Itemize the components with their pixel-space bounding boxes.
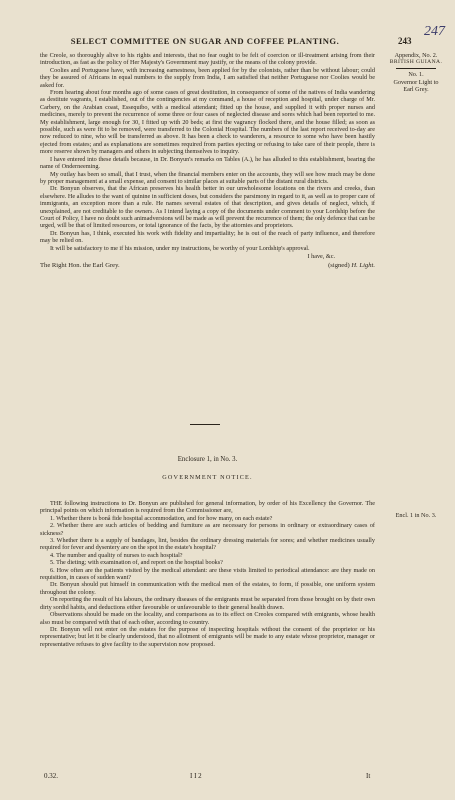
notice-question: 3. Whether there is a supply of bandages, lint, besides the ordinary dressing materials for sores; and whether medicines usually required for fever and dysentery are on the spot in the estate's hospital?: [40, 537, 375, 552]
margin-appendix-label: Appendix, No. 2.: [394, 52, 438, 59]
letter-paragraph: the Creole, so thoroughly alive to his rights and interests, that no fear ought to be felt of coercion or ill-treatment arising from their introduction, as fast as the policy of Her Majesty's Government may justify, or the means of the colony provide.: [40, 52, 375, 67]
notice-intro: THE following instructions to Dr. Bonyun are published for general information, by order of his Excellency the Governor. The principal points on which information is required from the Commissioner are,: [40, 500, 375, 515]
notice-paragraph: Dr. Bonyun will not enter on the estates for the purpose of inspecting hospitals without the consent of the proprietor or his representative; but let it be clearly understood, that no allotment of emigrants will be made to any estate whose proprietor, manager or representative refuses to give facility to the supervision now proposed.: [40, 625, 375, 648]
enclosure-subtitle: GOVERNMENT NOTICE.: [162, 474, 253, 481]
signed-label: (signed): [328, 262, 350, 270]
signature-block: [328, 262, 375, 269]
margin-note-enclosure: Encl. 1 in No. 3.: [395, 512, 437, 519]
notice-body: [40, 500, 375, 648]
signature-name: H. Light.: [351, 262, 375, 270]
notice-question: 5. The dieting; with examination of, and report on the hospital books?: [50, 559, 223, 567]
enclosure-title: Enclosure 1, in No. 3.: [177, 456, 238, 463]
notice-paragraph: Dr. Bonyun should put himself in communication with the medical men of the estates, to form, if possible, one uniform system throughout the colony.: [40, 581, 375, 596]
letter-paragraph: Dr. Bonyun has, I think, executed his work with fidelity and impartiality; he is out of the reach of party influence, and therefore may be relied on.: [40, 229, 375, 245]
page-header-title: SELECT COMMITTEE ON SUGAR AND COFFEE PLANTING.: [70, 36, 340, 46]
letter-paragraph: It will be satisfactory to me if his mission, under my instructions, be worthy of your Lordship's approval.: [50, 244, 310, 252]
letter-closing: I have, &c.: [307, 252, 335, 260]
margin-to-label: Earl Grey.: [403, 85, 429, 93]
letter-paragraph: I have entered into these details because, in Dr. Bonyun's remarks on Tables (A.), he has alluded to this establishment, bearing the name of Onderneeming.: [40, 155, 375, 171]
notice-paragraph: Observations should be made on the locality, and comparisons as to its effect on Creoles compared with emigrants, whose health also must be compared with that of each other, according to country.: [40, 611, 375, 626]
letter-body: [40, 52, 375, 270]
letter-paragraph: Dr. Bonyun observes, that the African preserves his health better in our unwholesome locations on the rivers and creeks, than elsewhere. He alludes to the want of quinine in sufficient doses, but considers the parsimony in regard to it, as well as to proper care of immigrants, an exception more than a rule. He names several estates of that description, and gives details of neglect, which, if unexplained, are not creditable to the owners. As I intend laying a copy of the documents under comment to your Lordship before the Court of Policy, I have no doubt such animadversions will be made as will prevent the recurrence of them; the only defence that can be urged, will be that of limited resources, or total ignorance of the facts, by the attornies and proprietors.: [40, 185, 375, 230]
notice-question: 1. Whether there is bonâ fide hospital accommodation, and for how many, on each estate?: [50, 514, 273, 522]
page-number: 243: [398, 36, 412, 46]
signature-row: [40, 262, 375, 269]
letter-addressee: The Right Hon. the Earl Grey.: [40, 262, 120, 270]
margin-number-label: No. 1.: [408, 71, 424, 79]
margin-note-appendix: [380, 52, 452, 93]
margin-from-label: Governor Light to: [393, 78, 439, 86]
notice-question: 6. How often are the patients visited by the medical attendant: are these visits limited to periodical attendance: are they made on requisition, in cases of sudden want?: [40, 566, 375, 582]
footer-catchword: It: [366, 772, 371, 780]
letter-paragraph: From hearing about four months ago of some cases of great destitution, in consequence of some of the natives of India wandering as destitute vagrants, I established, out of the contingencies at my command, a house of reception and hospital, under charge of Mr. Carbery, on the Arabian coast, Essequibo, with a medical attendant; fitted up the house, and supplied it with proper nurses and medicines, merely to prevent the recurrence of some three or four cases of neglected disease and sores which had been reported to me. My establishment, large enough for 30, I fitted up with 20 beds; at first the vagrancy flocked there, and the house filled; as soon as possible, such as were fit to be removed, were transferred to the Colonial Hospital. The numbers of the last report received to-day are now reduced to nine, who will be transferred as above. It has been a check to wanderers, a resource to some who have been hastily ejected from estates; and as explanations are sometimes required from parties ejecting or refusing to take care of their people, there is more reserve shown by managers and others in subjecting themselves to inquiry.: [40, 89, 375, 156]
section-divider: [190, 424, 220, 425]
notice-paragraph: On reporting the result of his labours, the ordinary diseases of the emigrants must be separated from those brought on by their own dirty sordid habits, and deductions either favourable or unfavourable to their general health drawn.: [40, 596, 375, 611]
margin-rule: [396, 68, 436, 69]
footer-signature-mark: I I 2: [190, 772, 202, 780]
notice-question: 4. The number and quality of nurses to each hospital?: [50, 551, 183, 559]
footer-sheet-code: 0.32.: [44, 772, 58, 780]
notice-question: 2. Whether there are such articles of bedding and furniture as are necessary for persons in ordinary or extraordinary cases of sickness?: [40, 522, 375, 537]
letter-paragraph: My outlay has been so small, that I trust, when the financial members enter on the accounts, they will see how much may be done by proper management at a small expense, and consent to similar places at suitable parts of the distant rural districts.: [40, 170, 375, 185]
letter-paragraph: Coolies and Portuguese have, with increasing earnestness, been applied for by the colonists, rather than be without labour; could they be assured of Africans in equal numbers to the supply from India, I am satisfied that neither Portuguese nor Coolies would be asked for.: [40, 66, 375, 89]
handwritten-page-number: 247: [424, 24, 445, 39]
margin-colony-label: BRITISH GUIANA.: [389, 59, 443, 66]
